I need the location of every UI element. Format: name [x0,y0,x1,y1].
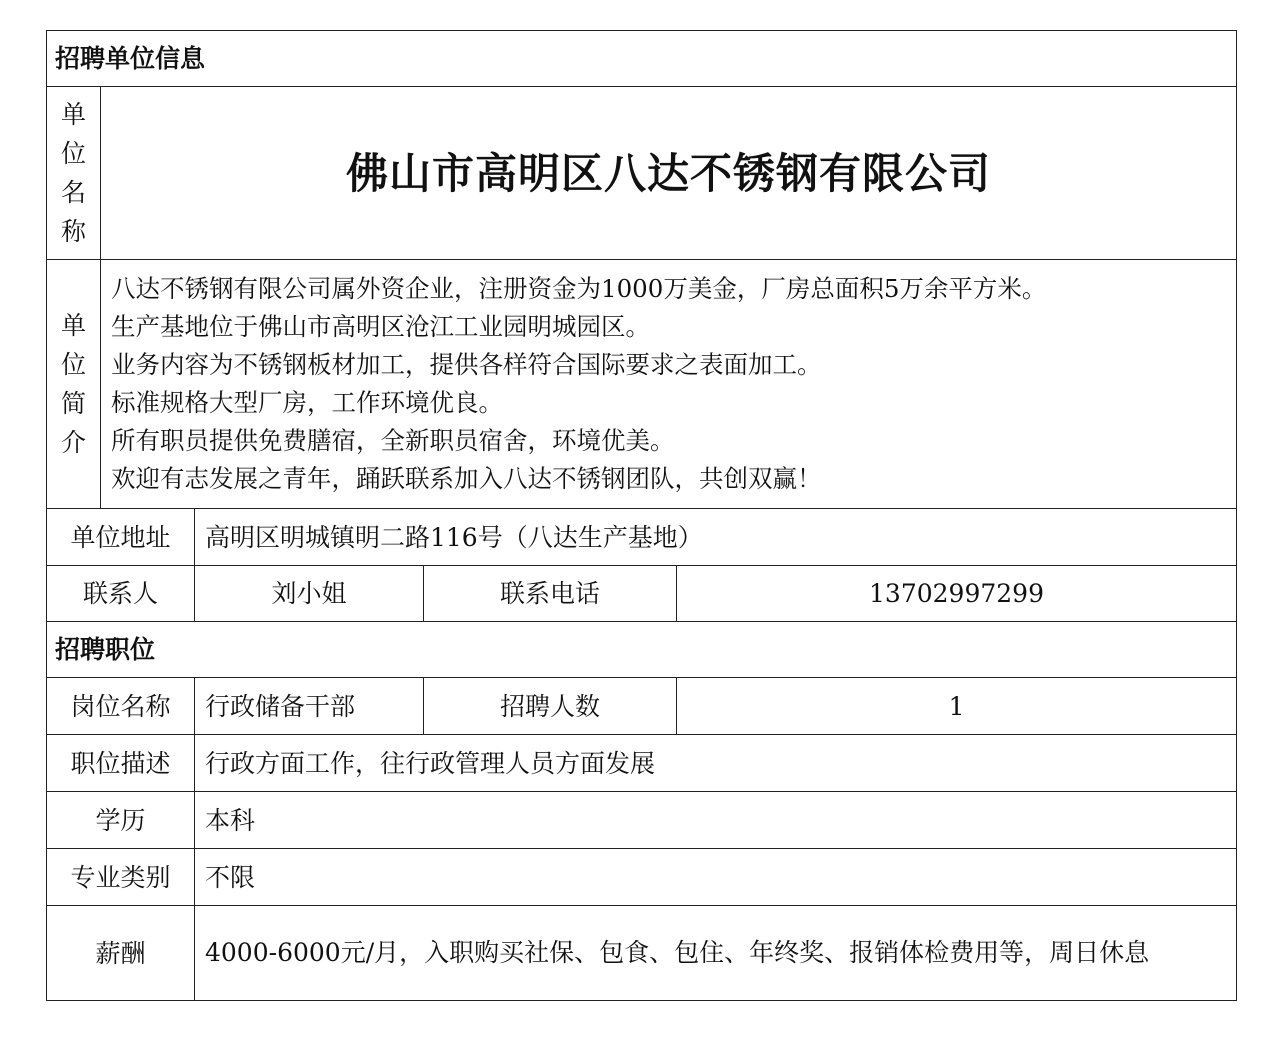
job-title-row [47,678,1237,735]
major-label: 专业类别 [47,849,195,906]
job-title-label: 岗位名称 [47,678,195,735]
contact-row [47,566,1237,622]
intro-line: 八达不锈钢有限公司属外资企业，注册资金为1000万美金，厂房总面积5万余平方米。 [111,274,1047,303]
company-intro-row [47,260,1237,509]
section-header-company [47,31,1237,87]
major-value: 不限 [195,849,1237,906]
address-label: 单位地址 [47,509,195,566]
phone-label: 联系电话 [424,566,677,622]
address-row [47,509,1237,566]
intro-line: 标准规格大型厂房，工作环境优良。 [111,388,503,417]
company-name-row [47,87,1237,260]
salary-row [47,906,1237,1001]
contact-label: 联系人 [47,566,195,622]
intro-line: 生产基地位于佛山市高明区沧江工业园明城园区。 [111,312,650,341]
major-row [47,849,1237,906]
company-name: 佛山市高明区八达不锈钢有限公司 [101,87,1237,260]
job-desc-label: 职位描述 [47,735,195,792]
job-title-value: 行政储备干部 [195,678,424,735]
contact-value: 刘小姐 [195,566,424,622]
education-label: 学历 [47,792,195,849]
intro-line: 欢迎有志发展之青年，踊跃联系加入八达不锈钢团队，共创双赢！ [111,464,822,493]
education-row [47,792,1237,849]
phone-value: 13702997299 [677,566,1237,622]
hire-count-value: 1 [677,678,1237,735]
address-value: 高明区明城镇明二路116号（八达生产基地） [195,509,1237,566]
job-desc-row [47,735,1237,792]
hire-count-label: 招聘人数 [424,678,677,735]
recruitment-form-table [46,30,1237,1001]
intro-line: 所有职员提供免费膳宿，全新职员宿舍，环境优美。 [111,426,675,455]
job-desc-value: 行政方面工作，往行政管理人员方面发展 [195,735,1237,792]
education-value: 本科 [195,792,1237,849]
section-title-company: 招聘单位信息 [47,31,1237,87]
company-name-label: 单位名称 [47,87,101,260]
company-intro [101,260,1237,509]
section-header-job [47,622,1237,678]
salary-label: 薪酬 [47,906,195,1001]
intro-line: 业务内容为不锈钢板材加工，提供各样符合国际要求之表面加工。 [111,350,822,379]
salary-value: 4000-6000元/月，入职购买社保、包食、包住、年终奖、报销体检费用等，周日休息 [195,906,1237,1001]
section-title-job: 招聘职位 [47,622,1237,678]
company-intro-label: 单位简介 [47,260,101,509]
